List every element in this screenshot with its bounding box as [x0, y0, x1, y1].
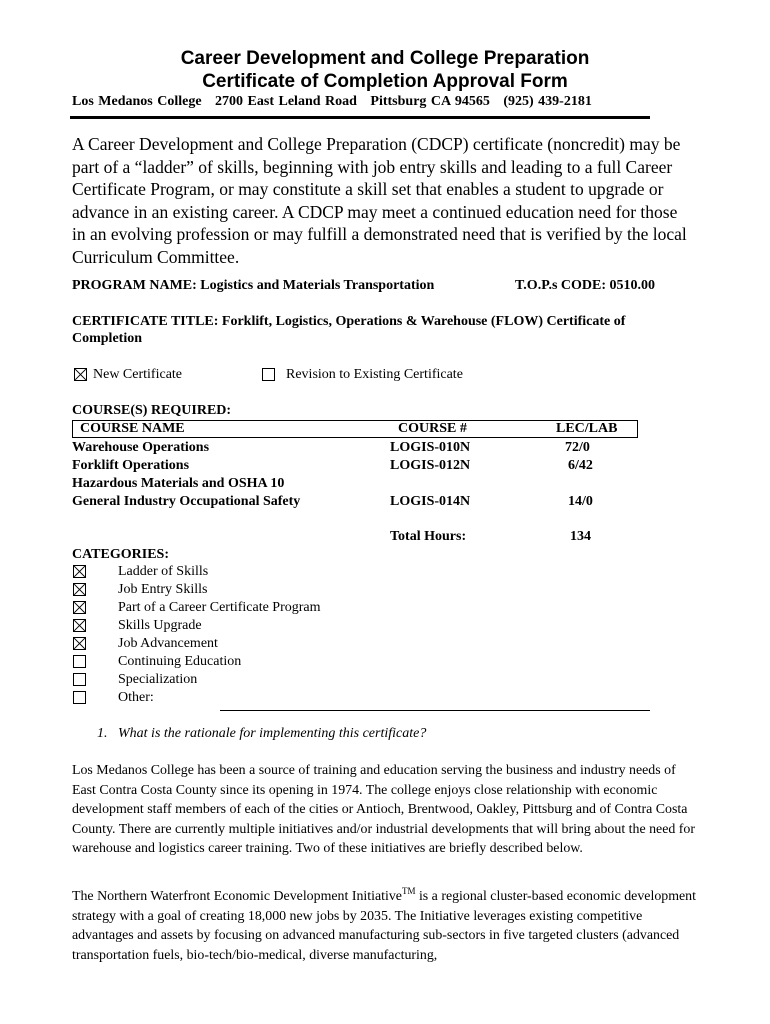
- trademark-superscript: TM: [401, 886, 416, 896]
- course-name: General Industry Occupational Safety: [72, 494, 301, 509]
- courses-heading: COURSE(S) REQUIRED:: [72, 403, 232, 418]
- certificate-title-cont: Completion: [72, 331, 142, 346]
- revision-certificate-checkbox[interactable]: [262, 368, 275, 381]
- category-label: Continuing Education: [118, 654, 242, 669]
- category-label: Job Entry Skills: [118, 582, 208, 597]
- rationale-paragraph-1: Los Medanos College has been a source of training and education serving the business and industry needs of East Contra Costa County since its opening in 1974. The college enjoys close relationship with economic development staff members of each of the cities or Antioch, Brentwood, Oakley, Pittsburg and of Contra Costa County. There are currently multiple initiatives and/or industrial developments that will bring about the need for warehouse and logistics career training. Two of these initiatives are briefly described below.: [72, 763, 695, 857]
- program-name: PROGRAM NAME: Logistics and Materials Transportation: [72, 278, 435, 293]
- category-label: Ladder of Skills: [118, 564, 209, 579]
- category-checkbox[interactable]: [73, 583, 86, 596]
- revision-certificate-label: Revision to Existing Certificate: [286, 367, 463, 382]
- paragraph-text: is a regional cluster-based economic development strategy with a goal of creating 18,000 new jobs by 2035. The Initiative leverages existing competitive advantages and assets by focusing on advanced manufacturing sub-sectors in five targeted clusters (advanced transportation fuels, bio-tech/bio-medical, diverse manufacturing,: [72, 889, 696, 963]
- course-name: Forklift Operations: [72, 458, 190, 473]
- new-certificate-label: New Certificate: [93, 367, 183, 382]
- col-course-number: COURSE #: [398, 421, 467, 436]
- course-number: LOGIS-014N: [390, 494, 471, 509]
- category-checkbox[interactable]: [73, 637, 86, 650]
- total-hours-value: 134: [570, 529, 591, 544]
- paragraph-text: The Northern Waterfront Economic Development Initiative: [72, 889, 402, 904]
- category-label: Skills Upgrade: [118, 618, 202, 633]
- course-leclab: 6/42: [568, 458, 593, 473]
- intro-paragraph: A Career Development and College Preparation (CDCP) certificate (noncredit) may be part of a “ladder” of skills, beginning with job entry skills and leading to a full Career Certificate Program, or may constitute a skill set that enables a student to upgrade or advance in an existing career. A CDCP may meet a continued education need for those in an evolving profession or may fulfill a demonstrated need that is verified by the local Curriculum Committee.: [72, 134, 687, 267]
- categories-heading: CATEGORIES:: [72, 547, 169, 562]
- category-checkbox[interactable]: [73, 655, 86, 668]
- question-text: What is the rationale for implementing this certificate?: [118, 726, 427, 741]
- category-checkbox[interactable]: [73, 691, 86, 704]
- category-checkbox[interactable]: [73, 673, 86, 686]
- tops-code: T.O.P.s CODE: 0510.00: [515, 278, 656, 293]
- course-name: Hazardous Materials and OSHA 10: [72, 476, 285, 491]
- question-number: 1.: [97, 726, 108, 741]
- form-title-line-2: Certificate of Completion Approval Form: [202, 71, 568, 92]
- col-lec-lab: LEC/LAB: [556, 421, 618, 436]
- col-course-name: COURSE NAME: [80, 421, 185, 436]
- category-label: Job Advancement: [118, 636, 218, 651]
- course-number: LOGIS-012N: [390, 458, 471, 473]
- course-name: Warehouse Operations: [72, 440, 210, 455]
- category-checkbox[interactable]: [73, 619, 86, 632]
- certificate-title: CERTIFICATE TITLE: Forklift, Logistics, Operations & Warehouse (FLOW) Certificate of: [72, 314, 626, 329]
- category-label: Other:: [118, 690, 154, 705]
- category-label: Specialization: [118, 672, 198, 687]
- college-address: Los Medanos College 2700 East Leland Road Pittsburg CA 94565 (925) 439-2181: [72, 94, 592, 109]
- other-input-line[interactable]: [220, 710, 650, 711]
- course-leclab: 14/0: [568, 494, 593, 509]
- category-checkbox[interactable]: [73, 565, 86, 578]
- course-leclab: 72/0: [565, 440, 590, 455]
- total-hours-label: Total Hours:: [390, 529, 467, 544]
- course-number: LOGIS-010N: [390, 440, 471, 455]
- header-divider: [70, 116, 650, 119]
- new-certificate-checkbox[interactable]: [74, 368, 87, 381]
- category-checkbox[interactable]: [73, 601, 86, 614]
- category-label: Part of a Career Certificate Program: [118, 600, 321, 615]
- rationale-paragraph-2: [72, 887, 697, 965]
- form-title-line-1: Career Development and College Preparation: [180, 48, 590, 69]
